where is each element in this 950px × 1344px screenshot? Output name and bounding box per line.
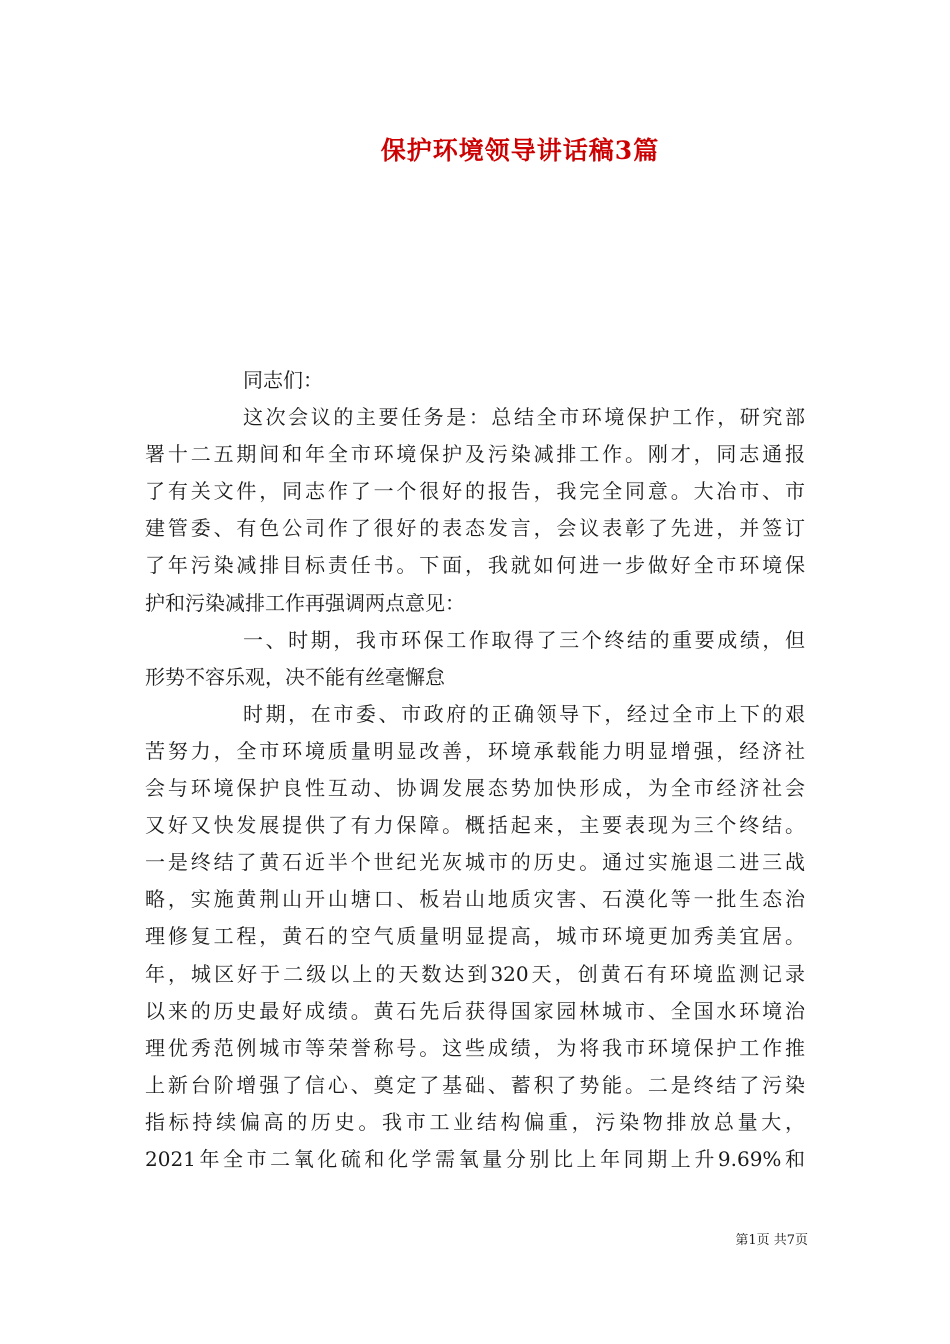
paragraph-line: 又好又快发展提供了有力保障。概括起来，主要表现为三个终结。 (145, 813, 805, 838)
page-footer: 第1页 共7页 (735, 1233, 808, 1248)
paragraph-line: 理优秀范例城市等荣誉称号。这些成绩，为将我市环境保护工作推 (145, 1035, 805, 1060)
paragraph-line: 会与环境保护良性互动、协调发展态势加快形成，为全市经济社会 (145, 776, 805, 801)
paragraph-line: 护和污染减排工作再强调两点意见： (145, 590, 465, 615)
paragraph-line: 年，城区好于二级以上的天数达到320天，创黄石有环境监测记录 (145, 961, 805, 986)
document-body (145, 362, 805, 1178)
paragraph-line: 上新台阶增强了信心、奠定了基础、蓄积了势能。二是终结了污染 (145, 1072, 805, 1097)
paragraph-line: 理修复工程，黄石的空气质量明显提高，城市环境更加秀美宜居。 (145, 924, 805, 949)
section-heading-line: 形势不容乐观，决不能有丝毫懈怠 (145, 664, 445, 689)
paragraph-line: 这次会议的主要任务是：总结全市环境保护工作，研究部 (243, 405, 805, 430)
section-heading-line: 一、时期，我市环保工作取得了三个终结的重要成绩，但 (243, 627, 805, 652)
paragraph-line: 略，实施黄荆山开山塘口、板岩山地质灾害、石漠化等一批生态治 (145, 887, 805, 912)
paragraph-line: 一是终结了黄石近半个世纪光灰城市的历史。通过实施退二进三战 (145, 850, 805, 875)
document-title: 保护环境领导讲话稿3篇 (380, 136, 660, 165)
paragraph-line: 署十二五期间和年全市环境保护及污染减排工作。刚才，同志通报 (145, 442, 805, 467)
paragraph-line: 以来的历史最好成绩。黄石先后获得国家园林城市、全国水环境治 (145, 998, 805, 1023)
paragraph-line: 指标持续偏高的历史。我市工业结构偏重，污染物排放总量大， (145, 1109, 805, 1134)
paragraph-line: 了有关文件，同志作了一个很好的报告，我完全同意。大冶市、市 (145, 479, 805, 504)
salutation: 同志们： (243, 368, 323, 392)
paragraph-line: 建管委、有色公司作了很好的表态发言，会议表彰了先进，并签订 (145, 516, 805, 541)
paragraph-line: 时期，在市委、市政府的正确领导下，经过全市上下的艰 (243, 701, 805, 726)
paragraph-line: 苦努力，全市环境质量明显改善，环境承载能力明显增强，经济社 (145, 738, 805, 763)
paragraph-line: 2021年全市二氧化硫和化学需氧量分别比上年同期上升9.69%和 (145, 1146, 805, 1171)
paragraph-line: 了年污染减排目标责任书。下面，我就如何进一步做好全市环境保 (145, 553, 805, 578)
